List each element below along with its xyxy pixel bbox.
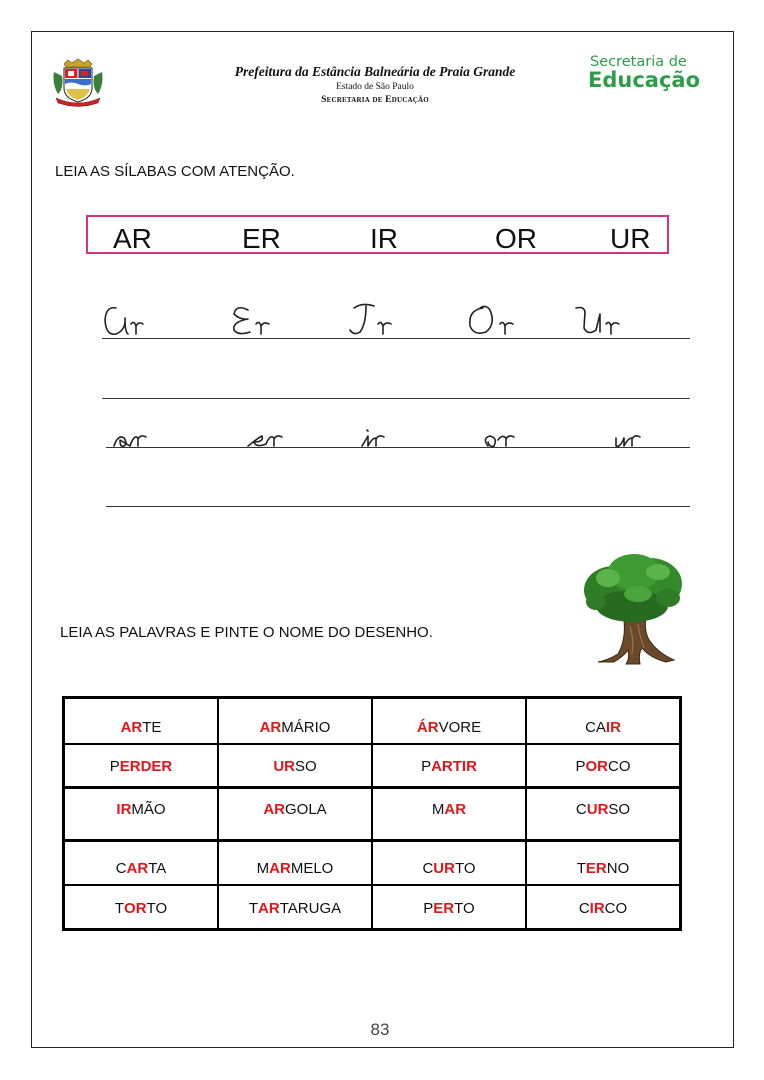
word-text: CO <box>604 899 628 917</box>
word-text: TARUGA <box>279 899 342 917</box>
word-cell[interactable] <box>372 698 526 744</box>
education-logo-main: Educação <box>588 68 700 92</box>
word-text: P <box>421 758 432 775</box>
word-text: C <box>115 860 127 877</box>
word-text: TO <box>146 899 168 917</box>
syllable-ir: IR <box>370 223 398 254</box>
header-state: Estado de São Paulo <box>336 82 414 92</box>
table-row <box>64 698 680 744</box>
syllable-ur: UR <box>610 223 651 254</box>
syllable-ar: AR <box>113 223 152 254</box>
word-highlight: ER <box>433 899 455 917</box>
word-highlight: IR <box>605 718 621 736</box>
word-cell[interactable] <box>372 788 526 841</box>
word-text: MELO <box>290 860 334 877</box>
word-highlight: IR <box>116 800 132 818</box>
word-highlight: AR <box>269 860 291 877</box>
word-text: SO <box>608 800 631 818</box>
header-title: Prefeitura da Estância Balneária de Praia Grande <box>234 64 516 79</box>
word-table <box>62 696 682 931</box>
word-highlight: AR <box>126 860 149 877</box>
table-row <box>64 885 680 929</box>
word-cell[interactable] <box>526 841 680 885</box>
word-text: C <box>422 860 434 877</box>
word-cell[interactable] <box>526 744 680 788</box>
word-cell[interactable] <box>526 788 680 841</box>
word-cell[interactable] <box>372 744 526 788</box>
page-number: 83 <box>370 1020 390 1039</box>
word-cell[interactable] <box>218 744 372 788</box>
education-logo-top: Secretaria de <box>590 54 687 70</box>
word-cell[interactable] <box>218 841 372 885</box>
word-text: TO <box>454 899 475 917</box>
word-highlight: UR <box>273 758 295 775</box>
word-text: P <box>575 758 586 775</box>
word-highlight: AR <box>120 718 143 736</box>
word-highlight: AR <box>444 800 467 818</box>
word-text: MÁRIO <box>281 718 331 736</box>
word-highlight: OR <box>585 758 608 775</box>
cursive-uppercase-syllables <box>98 296 698 344</box>
word-cell[interactable] <box>372 885 526 929</box>
word-text: T <box>576 860 586 877</box>
word-cell[interactable] <box>218 698 372 744</box>
word-text: TA <box>148 860 167 877</box>
word-text: C <box>575 800 587 818</box>
word-highlight: ER <box>585 860 607 877</box>
word-text: TO <box>454 860 476 877</box>
word-cell[interactable] <box>526 885 680 929</box>
word-text: P <box>423 899 434 917</box>
word-cell[interactable] <box>218 885 372 929</box>
table-row <box>64 841 680 885</box>
word-cell[interactable] <box>64 885 218 929</box>
word-highlight: AR <box>258 899 280 917</box>
word-text: CA <box>585 718 606 736</box>
instruction-read-syllables: LEIA AS SÍLABAS COM ATENÇÃO. <box>55 163 295 180</box>
word-text: MÃO <box>131 800 166 818</box>
word-cell[interactable] <box>64 788 218 841</box>
word-highlight: IR <box>589 899 605 917</box>
word-highlight: AR <box>263 800 285 818</box>
table-row <box>64 744 680 788</box>
word-text: M <box>256 860 270 877</box>
word-cell[interactable] <box>64 698 218 744</box>
writing-line-4 <box>106 506 690 507</box>
word-cell[interactable] <box>64 841 218 885</box>
syllable-er: ER <box>242 223 281 254</box>
word-highlight: ERDER <box>119 758 173 775</box>
header-department: Secretaria de Educação <box>321 95 429 105</box>
word-highlight: ÁR <box>416 718 439 736</box>
syllable-or: OR <box>495 223 537 254</box>
word-cell[interactable] <box>372 841 526 885</box>
word-highlight: ARTIR <box>431 758 477 775</box>
word-text: GOLA <box>284 800 327 818</box>
word-highlight: AR <box>259 718 282 736</box>
table-row <box>64 788 680 841</box>
word-text: CO <box>608 758 631 775</box>
instruction-read-words: LEIA AS PALAVRAS E PINTE O NOME DO DESENHO. <box>60 624 433 641</box>
word-text: SO <box>294 758 317 775</box>
word-cell[interactable] <box>526 698 680 744</box>
word-highlight: UR <box>433 860 455 877</box>
word-cell[interactable] <box>218 788 372 841</box>
word-text: TE <box>142 718 162 736</box>
word-text: T <box>248 899 259 917</box>
word-highlight: UR <box>586 800 609 818</box>
word-text: C <box>578 899 590 917</box>
writing-line-3 <box>106 447 690 448</box>
word-highlight: OR <box>124 899 147 917</box>
word-text: NO <box>606 860 630 877</box>
writing-line-2 <box>102 398 690 399</box>
word-text: T <box>114 899 125 917</box>
word-cell[interactable] <box>64 744 218 788</box>
word-text: VORE <box>438 718 482 736</box>
writing-line-1 <box>102 338 690 339</box>
city-crest-logo <box>50 58 106 108</box>
word-text: P <box>109 758 120 775</box>
tree-image <box>578 550 690 670</box>
word-text: M <box>431 800 445 818</box>
